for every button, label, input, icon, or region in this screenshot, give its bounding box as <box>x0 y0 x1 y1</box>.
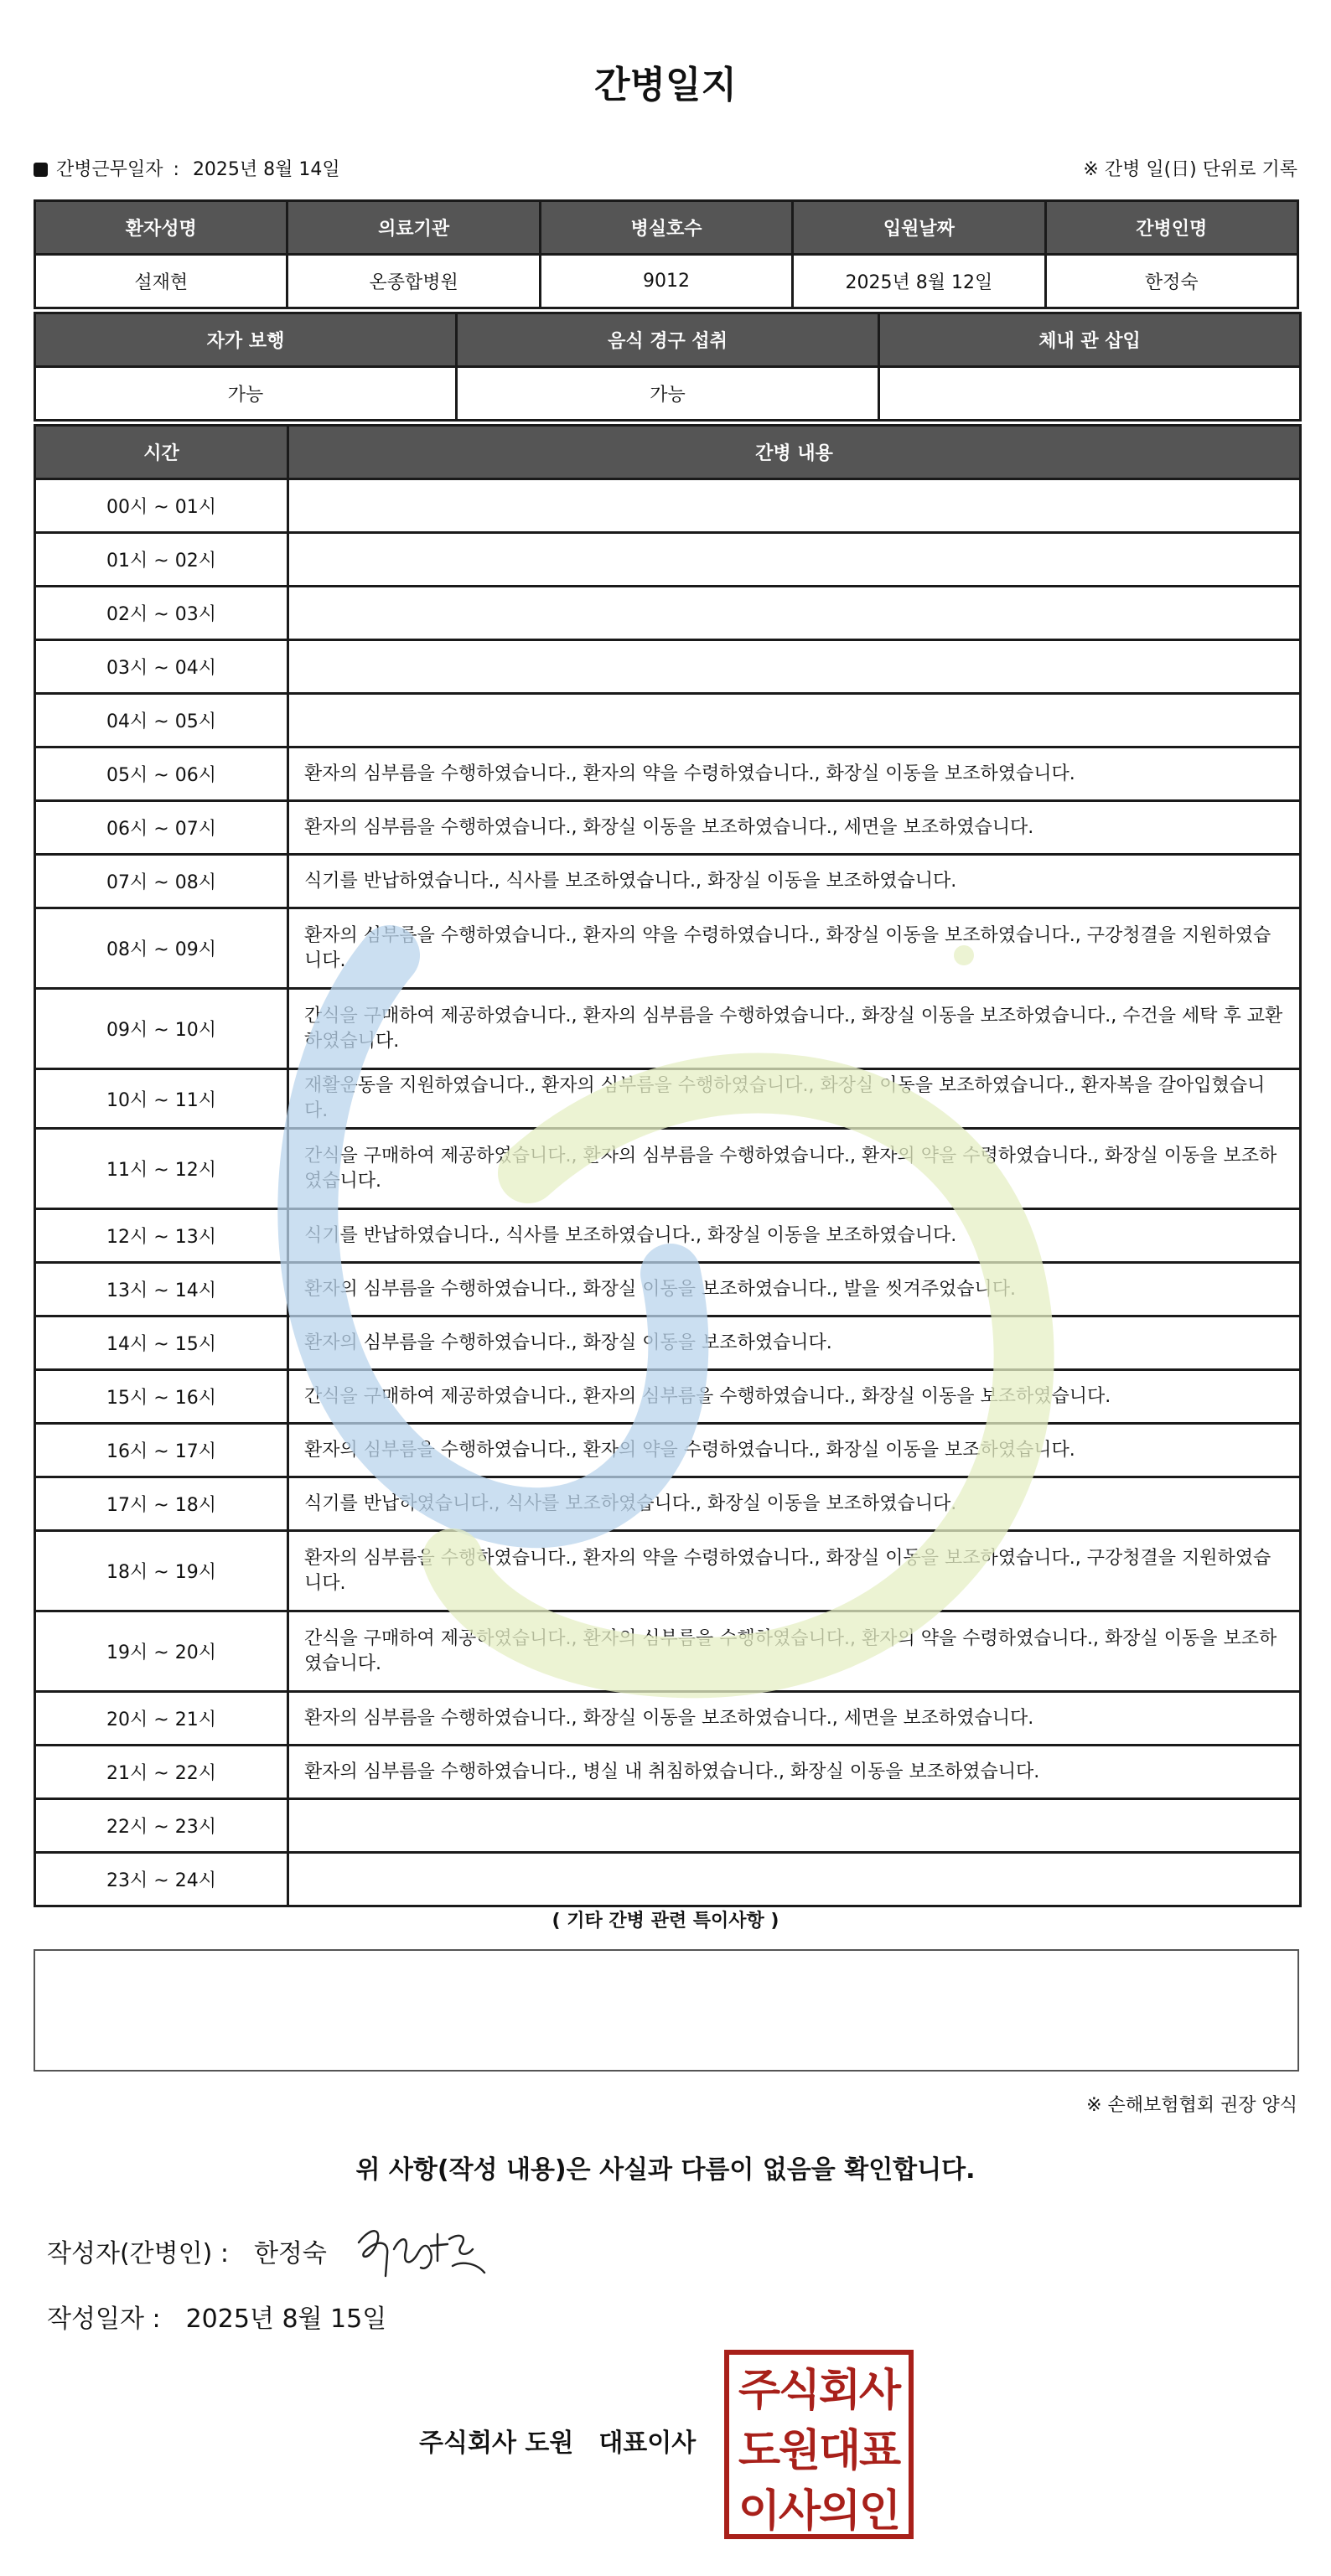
representative-title: 대표이사 <box>598 2429 697 2458</box>
time-slot: 05시 ~ 06시 <box>35 747 288 801</box>
care-content: 환자의 심부름을 수행하였습니다., 환자의 약을 수령하였습니다., 화장실 이동을 보조하였습니다. <box>288 1424 1301 1477</box>
table-row <box>35 1746 1301 1799</box>
header-hospital: 의료기관 <box>287 201 540 255</box>
written-date-label: 작성일자 : <box>47 2304 161 2334</box>
table-row <box>35 1129 1301 1209</box>
table-row <box>35 1069 1301 1129</box>
table-row <box>35 533 1301 587</box>
care-content: 환자의 심부름을 수행하였습니다., 화장실 이동을 보조하였습니다., 세면을 보조하였습니다. <box>288 1692 1301 1746</box>
header-caregiver-name: 간병인명 <box>1045 201 1297 255</box>
patient-name: 설재현 <box>35 255 287 308</box>
svg-text:표: 표 <box>858 2426 902 2476</box>
header-care-content: 간병 내용 <box>288 426 1301 479</box>
svg-text:원: 원 <box>778 2426 821 2476</box>
svg-text:식: 식 <box>778 2366 821 2416</box>
svg-text:사: 사 <box>858 2366 902 2416</box>
care-content <box>288 1799 1301 1853</box>
care-content: 환자의 심부름을 수행하였습니다., 화장실 이동을 보조하였습니다., 발을 씻겨주었습니다. <box>288 1263 1301 1316</box>
care-content: 재활운동을 지원하였습니다., 환자의 심부름을 수행하였습니다., 화장실 이동을 보조하였습니다., 환자복을 갈아입혔습니다. <box>288 1069 1301 1129</box>
document-title: 간병일지 <box>593 64 737 106</box>
care-log-table <box>34 424 1302 1907</box>
svg-text:이: 이 <box>738 2486 781 2537</box>
care-content: 간식을 구매하여 제공하였습니다., 환자의 심부름을 수행하였습니다., 화장실 이동을 보조하였습니다., 수건을 세탁 후 교환하였습니다. <box>288 989 1301 1069</box>
time-slot: 12시 ~ 13시 <box>35 1209 288 1263</box>
header-admission-date: 입원날짜 <box>793 201 1045 255</box>
tube-insertion-value <box>879 367 1301 421</box>
svg-text:사: 사 <box>778 2486 821 2537</box>
care-content <box>288 640 1301 694</box>
time-slot: 00시 ~ 01시 <box>35 479 288 533</box>
writer-label: 작성자(간병인) : <box>47 2239 229 2268</box>
table-row <box>35 587 1301 640</box>
duty-date-label: 간병근무일자 <box>56 159 163 180</box>
time-slot: 03시 ~ 04시 <box>35 640 288 694</box>
patient-ability-table <box>34 312 1302 422</box>
table-row <box>35 908 1301 989</box>
room-number: 9012 <box>540 255 792 308</box>
table-row <box>35 1477 1301 1531</box>
caregiver-name: 한정숙 <box>1045 255 1297 308</box>
table-row <box>35 1209 1301 1263</box>
time-slot: 09시 ~ 10시 <box>35 989 288 1069</box>
care-content <box>288 479 1301 533</box>
oral-intake-value: 가능 <box>457 367 879 421</box>
time-slot: 08시 ~ 09시 <box>35 908 288 989</box>
care-content: 환자의 심부름을 수행하였습니다., 병실 내 취침하였습니다., 화장실 이동을 보조하였습니다. <box>288 1746 1301 1799</box>
time-slot: 04시 ~ 05시 <box>35 694 288 747</box>
writer-name: 한정숙 <box>253 2239 327 2268</box>
svg-text:의: 의 <box>818 2486 862 2537</box>
table-row <box>35 1799 1301 1853</box>
care-content: 간식을 구매하여 제공하였습니다., 환자의 심부름을 수행하였습니다., 환자의 약을 수령하였습니다., 화장실 이동을 보조하였습니다. <box>288 1611 1301 1692</box>
written-date-value: 2025년 8월 15일 <box>185 2304 387 2334</box>
form-source-note: ※ 손해보험협회 권장 양식 <box>1086 2095 1297 2116</box>
time-slot: 21시 ~ 22시 <box>35 1746 288 1799</box>
table-row <box>35 801 1301 855</box>
company-name: 주식회사 도원 <box>419 2429 574 2458</box>
care-content: 환자의 심부름을 수행하였습니다., 환자의 약을 수령하였습니다., 화장실 이동을 보조하였습니다., 구강청결을 지원하였습니다. <box>288 908 1301 989</box>
care-content: 환자의 심부름을 수행하였습니다., 화장실 이동을 보조하였습니다., 세면을 보조하였습니다. <box>288 801 1301 855</box>
table-row <box>35 694 1301 747</box>
care-content <box>288 1853 1301 1906</box>
svg-text:도: 도 <box>738 2426 781 2476</box>
table-row <box>35 479 1301 533</box>
svg-text:인: 인 <box>858 2486 902 2537</box>
table-row <box>35 1263 1301 1316</box>
patient-info-table <box>34 199 1299 309</box>
time-slot: 17시 ~ 18시 <box>35 1477 288 1531</box>
time-slot: 20시 ~ 21시 <box>35 1692 288 1746</box>
care-content: 환자의 심부름을 수행하였습니다., 환자의 약을 수령하였습니다., 화장실 이동을 보조하였습니다. <box>288 747 1301 801</box>
time-slot: 11시 ~ 12시 <box>35 1129 288 1209</box>
header-time: 시간 <box>35 426 288 479</box>
time-slot: 02시 ~ 03시 <box>35 587 288 640</box>
header-oral-intake: 음식 경구 섭취 <box>457 313 879 367</box>
time-slot: 01시 ~ 02시 <box>35 533 288 587</box>
table-row <box>35 640 1301 694</box>
table-row <box>35 747 1301 801</box>
time-slot: 16시 ~ 17시 <box>35 1424 288 1477</box>
care-content: 환자의 심부름을 수행하였습니다., 화장실 이동을 보조하였습니다. <box>288 1316 1301 1370</box>
care-content: 환자의 심부름을 수행하였습니다., 환자의 약을 수령하였습니다., 화장실 이동을 보조하였습니다., 구강청결을 지원하였습니다. <box>288 1531 1301 1611</box>
table-row <box>35 989 1301 1069</box>
duty-date-line <box>34 156 340 184</box>
header-patient-name: 환자성명 <box>35 201 287 255</box>
hospital-name: 온종합병원 <box>287 255 540 308</box>
duty-date-separator: : <box>173 159 179 180</box>
duty-date-value: 2025년 8월 14일 <box>192 159 340 180</box>
table-row <box>35 1370 1301 1424</box>
confirmation-statement: 위 사항(작성 내용)은 사실과 다름이 없음을 확인합니다. <box>355 2155 976 2185</box>
header-self-walking: 자가 보행 <box>35 313 457 367</box>
care-content: 식기를 반납하였습니다., 식사를 보조하였습니다., 화장실 이동을 보조하였습니다. <box>288 1209 1301 1263</box>
time-slot: 23시 ~ 24시 <box>35 1853 288 1906</box>
care-content: 식기를 반납하였습니다., 식사를 보조하였습니다., 화장실 이동을 보조하였습니다. <box>288 1477 1301 1531</box>
time-slot: 22시 ~ 23시 <box>35 1799 288 1853</box>
table-row <box>35 855 1301 908</box>
self-walking-value: 가능 <box>35 367 457 421</box>
svg-text:주: 주 <box>738 2366 781 2416</box>
svg-text:대: 대 <box>818 2426 862 2476</box>
writer-line <box>47 2236 327 2273</box>
header-tube-insertion: 체내 관 삽입 <box>879 313 1301 367</box>
company-line <box>419 2425 696 2462</box>
handwritten-signature <box>350 2217 501 2293</box>
written-date-line <box>47 2301 386 2338</box>
special-notes-box <box>34 1949 1299 2072</box>
care-content <box>288 694 1301 747</box>
company-seal-stamp <box>724 2350 914 2539</box>
table-row <box>35 1692 1301 1746</box>
table-row <box>35 1531 1301 1611</box>
time-slot: 06시 ~ 07시 <box>35 801 288 855</box>
time-slot: 07시 ~ 08시 <box>35 855 288 908</box>
header-room: 병실호수 <box>540 201 792 255</box>
care-content: 식기를 반납하였습니다., 식사를 보조하였습니다., 화장실 이동을 보조하였습니다. <box>288 855 1301 908</box>
unit-note: ※ 간병 일(日) 단위로 기록 <box>1083 159 1297 180</box>
admission-date: 2025년 8월 12일 <box>793 255 1045 308</box>
time-slot: 19시 ~ 20시 <box>35 1611 288 1692</box>
time-slot: 15시 ~ 16시 <box>35 1370 288 1424</box>
time-slot: 14시 ~ 15시 <box>35 1316 288 1370</box>
time-slot: 18시 ~ 19시 <box>35 1531 288 1611</box>
bullet-square-icon <box>34 163 48 177</box>
care-content: 간식을 구매하여 제공하였습니다., 환자의 심부름을 수행하였습니다., 환자의 약을 수령하였습니다., 화장실 이동을 보조하였습니다. <box>288 1129 1301 1209</box>
care-content <box>288 587 1301 640</box>
table-row <box>35 1316 1301 1370</box>
special-notes-title: ( 기타 간병 관련 특이사항 ) <box>552 1911 779 1932</box>
care-content <box>288 533 1301 587</box>
time-slot: 13시 ~ 14시 <box>35 1263 288 1316</box>
care-content: 간식을 구매하여 제공하였습니다., 환자의 심부름을 수행하였습니다., 화장실 이동을 보조하였습니다. <box>288 1370 1301 1424</box>
table-row <box>35 1424 1301 1477</box>
time-slot: 10시 ~ 11시 <box>35 1069 288 1129</box>
table-row <box>35 1853 1301 1906</box>
table-row <box>35 1611 1301 1692</box>
svg-text:회: 회 <box>818 2366 862 2416</box>
